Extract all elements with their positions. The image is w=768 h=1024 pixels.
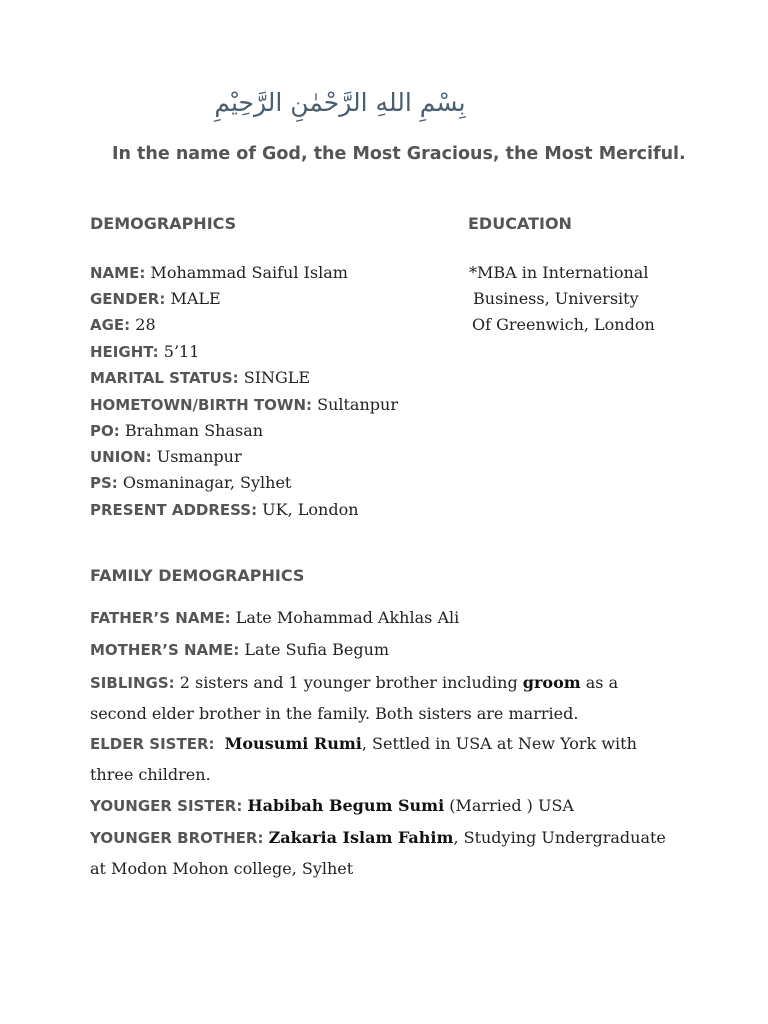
elder-sister-details: , Settled in USA at New York with three children.	[90, 734, 637, 784]
younger-sister-details: (Married ) USA	[444, 796, 574, 815]
field-hometown	[90, 395, 398, 415]
field-label: MARITAL STATUS:	[90, 369, 239, 387]
groom-text: groom	[522, 673, 581, 692]
younger-brother-paragraph	[90, 823, 670, 884]
mother-name	[90, 635, 670, 666]
elder-sister-paragraph	[90, 729, 670, 790]
younger-brother-details: , Studying Undergraduate at Modon Mohon college, Sylhet	[90, 828, 666, 878]
field-height	[90, 342, 199, 362]
field-po	[90, 421, 263, 441]
field-value: Osmaninagar, Sylhet	[117, 473, 292, 492]
bismillah-arabic: بِسْمِ اللهِ الرَّحْمٰنِ الرَّحِيْمِ	[214, 88, 466, 117]
field-label: GENDER:	[90, 290, 166, 308]
siblings-text: 2 sisters and 1 younger brother including	[174, 673, 523, 692]
field-gender	[90, 289, 221, 309]
field-label: HOMETOWN/BIRTH TOWN:	[90, 396, 313, 414]
field-union	[90, 447, 242, 467]
field-label: PS:	[90, 474, 118, 492]
field-marital-status	[90, 368, 310, 388]
bismillah-translation: In the name of God, the Most Gracious, the Most Merciful.	[112, 144, 686, 164]
field-present-address	[90, 500, 359, 520]
demographics-heading: DEMOGRAPHICS	[90, 214, 237, 233]
family-demographics-heading: FAMILY DEMOGRAPHICS	[90, 566, 305, 585]
field-value: MALE	[165, 289, 221, 308]
field-age	[90, 315, 156, 335]
education-heading: EDUCATION	[468, 214, 572, 233]
mother-label: MOTHER’S NAME:	[90, 641, 240, 659]
field-label: NAME:	[90, 264, 146, 282]
education-line: *MBA in International	[469, 263, 649, 282]
field-value: Brahman Shasan	[119, 421, 264, 440]
field-name	[90, 263, 348, 283]
field-ps	[90, 473, 291, 493]
younger-sister-label: YOUNGER SISTER:	[90, 797, 243, 815]
field-value: 5’11	[158, 342, 200, 361]
elder-sister-name: Mousumi Rumi	[224, 734, 362, 753]
field-label: AGE:	[90, 316, 131, 334]
younger-sister-paragraph	[90, 791, 670, 822]
field-value: 28	[130, 315, 156, 334]
father-value: Late Mohammad Akhlas Ali	[230, 608, 460, 627]
field-value: Usmanpur	[151, 447, 242, 466]
elder-sister-label: ELDER SISTER:	[90, 735, 215, 753]
siblings-text-end: as a second elder brother in the family. Both sisters are married.	[90, 673, 619, 723]
field-label: PO:	[90, 422, 120, 440]
field-label: HEIGHT:	[90, 343, 159, 361]
field-value: Sultanpur	[312, 395, 398, 414]
field-value: Mohammad Saiful Islam	[145, 263, 348, 282]
field-value: SINGLE	[238, 368, 311, 387]
field-label: UNION:	[90, 448, 152, 466]
siblings-label: SIBLINGS:	[90, 674, 175, 692]
younger-brother-name: Zakaria Islam Fahim	[268, 828, 454, 847]
field-label: PRESENT ADDRESS:	[90, 501, 258, 519]
siblings-paragraph	[90, 668, 670, 729]
field-value: UK, London	[257, 500, 359, 519]
education-line: Business, University	[473, 289, 639, 308]
education-line: Of Greenwich, London	[472, 315, 655, 334]
father-name	[90, 603, 670, 634]
younger-brother-label: YOUNGER BROTHER:	[90, 829, 264, 847]
father-label: FATHER’S NAME:	[90, 609, 231, 627]
mother-value: Late Sufia Begum	[239, 640, 390, 659]
younger-sister-name: Habibah Begum Sumi	[247, 796, 445, 815]
